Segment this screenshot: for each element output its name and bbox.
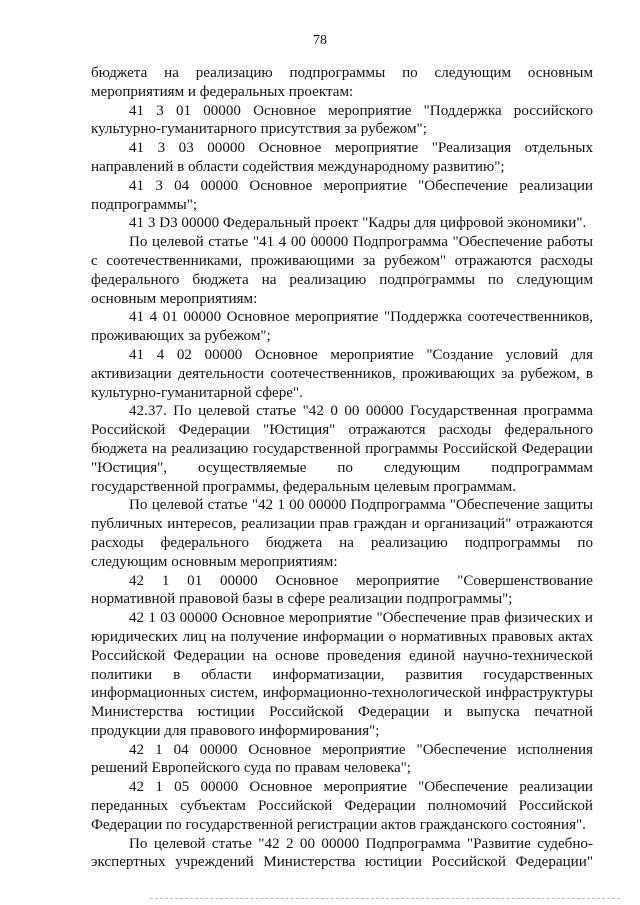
paragraph: 41 3 01 00000 Основное мероприятие "Поддержка российского культурно-гуманитарного присутствия за рубежом"; [91, 102, 593, 138]
paragraph: 41 3 D3 00000 Федеральный проект "Кадры для цифровой экономики". [129, 215, 587, 232]
page-number: 78 [313, 33, 327, 48]
paragraph: По целевой статье "41 4 00 00000 Подпрограмма "Обеспечение работы с соотечественниками, проживающими за рубежом" отражаются расходы федерального бюджета на реализацию подпрограммы по следующим основным мероприятиям: [91, 234, 593, 307]
paragraph: 42.37. По целевой статье "42 0 00 00000 Государственная программа Российской Федерации "Юстиция" отражаются расходы федерального бюджета на реализацию государственной программы Российской Федерации "Юстиция", осуществляемые по следующим подпрограммам государственной программы, федеральным целевым программам. [91, 403, 593, 495]
paragraph: 41 4 01 00000 Основное мероприятие "Поддержка соотечественников, проживающих за рубежом"; [91, 309, 593, 345]
paragraph: 41 4 02 00000 Основное мероприятие "Создание условий для активизации деятельности соотечественников, проживающих за рубежом, в культурно-гуманитарной сфере". [91, 346, 593, 401]
scan-edge-line [150, 898, 620, 899]
document-body [91, 64, 593, 872]
paragraph: 41 3 04 00000 Основное мероприятие "Обеспечение реализации подпрограммы"; [91, 177, 593, 213]
paragraph: 42 1 05 00000 Основное мероприятие "Обеспечение реализации переданных субъектам Российской Федерации полномочий Российской Федерации по государственной регистрации актов гражданского состояния". [91, 779, 593, 833]
paragraph: 42 1 03 00000 Основное мероприятие "Обеспечение прав физических и юридических лиц на получение информации о нормативных правовых актах Российской Федерации на основе проведения единой научно-технической политики в области информатизации, развития государственных информационных систем, информационно-технологической инфраструктуры Министерства юстиции Российской Федерации и выпуска печатной продукции для правового информирования"; [91, 610, 593, 739]
paragraph: 41 3 03 00000 Основное мероприятие "Реализация отдельных направлений в области содействия международному развитию"; [91, 140, 593, 175]
paragraph: 42 1 01 00000 Основное мероприятие "Совершенствование нормативной правовой базы в сфере реализации подпрограммы"; [91, 572, 593, 608]
paragraph: По целевой статье "42 2 00 00000 Подпрограмма "Развитие судебно-экспертных учреждений Министерства юстиции Российской Федерации" [91, 835, 593, 871]
paragraph: бюджета на реализацию подпрограммы по следующим основным мероприятиям и федеральных проектам: [91, 65, 593, 100]
paragraph: По целевой статье "42 1 00 00000 Подпрограмма "Обеспечение защиты публичных интересов, реализации прав граждан и организаций" отражаются расходы федерального бюджета на реализацию подпрограммы по следующим основным мероприятиям: [91, 497, 593, 570]
paragraph: 42 1 04 00000 Основное мероприятие "Обеспечение исполнения решений Европейского суда по правам человека"; [91, 741, 593, 777]
